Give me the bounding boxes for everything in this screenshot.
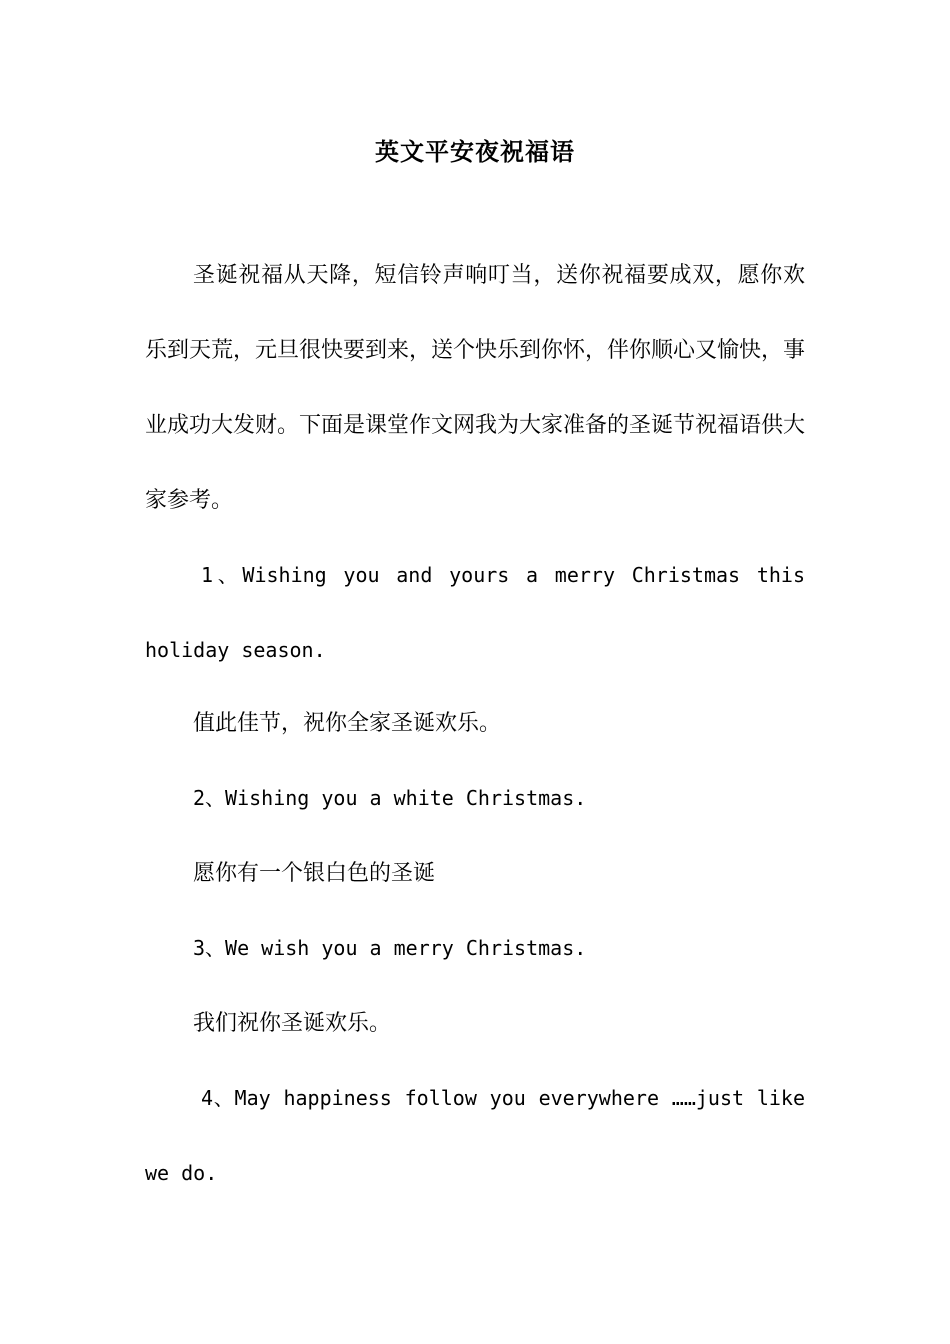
item-3-chinese: 我们祝你圣诞欢乐。 xyxy=(193,1011,392,1036)
item-2-english: 2、Wishing you a white Christmas. xyxy=(193,786,587,810)
item-2-chinese: 愿你有一个银白色的圣诞 xyxy=(193,861,436,886)
item-1-english: 1、Wishing you and yours a merry Christmas this holiday season. xyxy=(145,563,805,662)
document-title: 英文平安夜祝福语 xyxy=(375,138,575,166)
item-3-english: 3、We wish you a merry Christmas. xyxy=(193,936,587,960)
intro-paragraph: 圣诞祝福从天降，短信铃声响叮当，送你祝福要成双，愿你欢乐到天荒，元旦很快要到来，送个快乐到你怀，伴你顺心又愉快，事业成功大发财。下面是课堂作文网我为大家准备的圣诞节祝福语供大家参考。 xyxy=(145,263,806,513)
item-4-english: 4、May happiness follow you everywhere ……just like we do. xyxy=(145,1086,805,1185)
item-1-chinese: 值此佳节，祝你全家圣诞欢乐。 xyxy=(193,711,502,736)
